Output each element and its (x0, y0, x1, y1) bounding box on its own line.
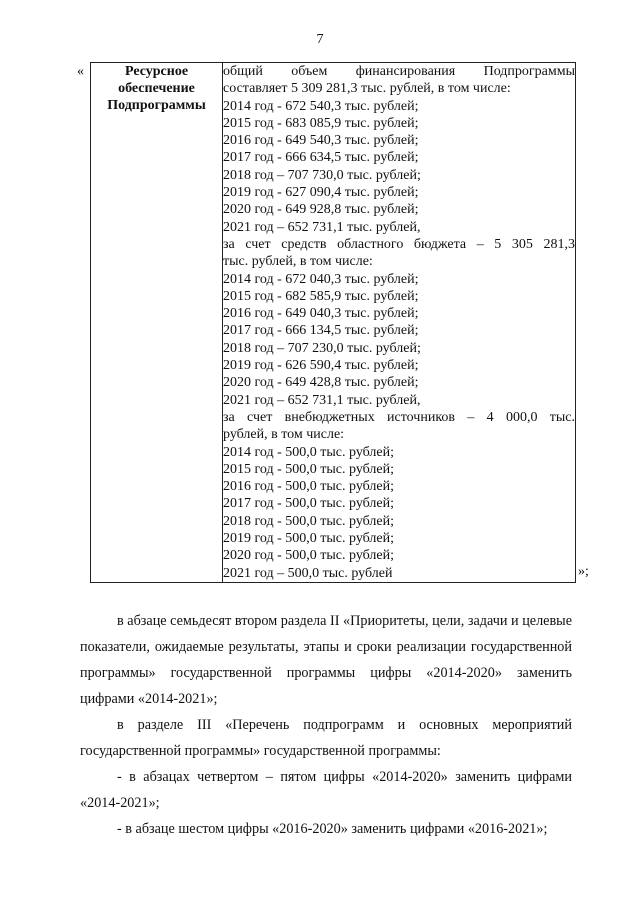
funding-line: 2018 год – 707 230,0 тыс. рублей; (223, 340, 421, 356)
funding-line: 2017 год - 500,0 тыс. рублей; (223, 496, 395, 512)
closing-quote: »; (578, 564, 589, 579)
funding-line: 2018 год - 500,0 тыс. рублей; (223, 513, 395, 529)
label-line: обеспечение (118, 81, 195, 96)
funding-line: рублей, в том числе: (223, 427, 345, 443)
paragraph-section-2: в абзаце семьдесят втором раздела II «Приоритеты, цели, задачи и целевые показатели, ожидаемые результаты, этапы и сроки реализации государственной программы» государственной программы цифры «2014-2020» заменить цифрами «2014-2021»; (80, 613, 572, 707)
funding-line: за счет средств областного бюджета – 5 305 281,3 (223, 236, 575, 252)
paragraph-item-4-5: - в абзацах четвертом – пятом цифры «2014-2020» заменить цифрами «2014-2021»; (80, 769, 572, 811)
funding-line: 2014 год - 672 540,3 тыс. рублей; (223, 98, 419, 114)
resource-table (90, 62, 576, 583)
funding-line: 2021 год – 652 731,1 тыс. рублей, (223, 392, 421, 408)
resource-content-cell (223, 63, 576, 583)
funding-line: 2014 год - 500,0 тыс. рублей; (223, 444, 395, 460)
paragraph-item-6: - в абзаце шестом цифры «2016-2020» заменить цифрами «2016-2021»; (117, 821, 548, 837)
label-line: Ресурсное (124, 64, 189, 79)
funding-line: за счет внебюджетных источников – 4 000,0 тыс. (223, 409, 575, 425)
funding-line: 2019 год - 627 090,4 тыс. рублей; (223, 185, 419, 201)
funding-line: 2018 год – 707 730,0 тыс. рублей; (223, 167, 421, 183)
funding-line: 2019 год - 626 590,4 тыс. рублей; (223, 358, 419, 374)
funding-line: 2016 год - 649 040,3 тыс. рублей; (223, 306, 419, 322)
funding-line: 2016 год - 649 540,3 тыс. рублей; (223, 133, 419, 149)
funding-line: общий объем финансирования Подпрограммы (223, 64, 575, 79)
funding-line: 2017 год - 666 634,5 тыс. рублей; (223, 150, 419, 166)
opening-quote: « (77, 64, 84, 79)
label-line: Подпрограммы (107, 98, 206, 113)
funding-line: 2020 год - 649 928,8 тыс. рублей; (223, 202, 419, 218)
funding-line: 2019 год - 500,0 тыс. рублей; (223, 531, 395, 547)
funding-line: тыс. рублей, в том числе: (223, 254, 373, 270)
funding-line: 2014 год - 672 040,3 тыс. рублей; (223, 271, 419, 287)
funding-line: 2020 год - 500,0 тыс. рублей; (223, 548, 395, 564)
resource-row (91, 63, 576, 583)
funding-line: 2016 год - 500,0 тыс. рублей; (223, 479, 395, 495)
funding-line: 2021 год – 500,0 тыс. рублей (223, 565, 393, 581)
funding-line: 2021 год – 652 731,1 тыс. рублей, (223, 219, 421, 235)
page-number: 7 (316, 32, 324, 47)
resource-label-cell (91, 63, 223, 583)
funding-line: составляет 5 309 281,3 тыс. рублей, в том числе: (223, 81, 511, 97)
funding-line: 2015 год - 683 085,9 тыс. рублей; (223, 115, 419, 131)
funding-line: 2017 год - 666 134,5 тыс. рублей; (223, 323, 419, 339)
funding-line: 2015 год - 500,0 тыс. рублей; (223, 461, 395, 477)
funding-line: 2020 год - 649 428,8 тыс. рублей; (223, 375, 419, 391)
funding-line: 2015 год - 682 585,9 тыс. рублей; (223, 288, 419, 304)
paragraph-section-3: в разделе III «Перечень подпрограмм и основных мероприятий государственной программы» государственной программы: (80, 717, 572, 759)
